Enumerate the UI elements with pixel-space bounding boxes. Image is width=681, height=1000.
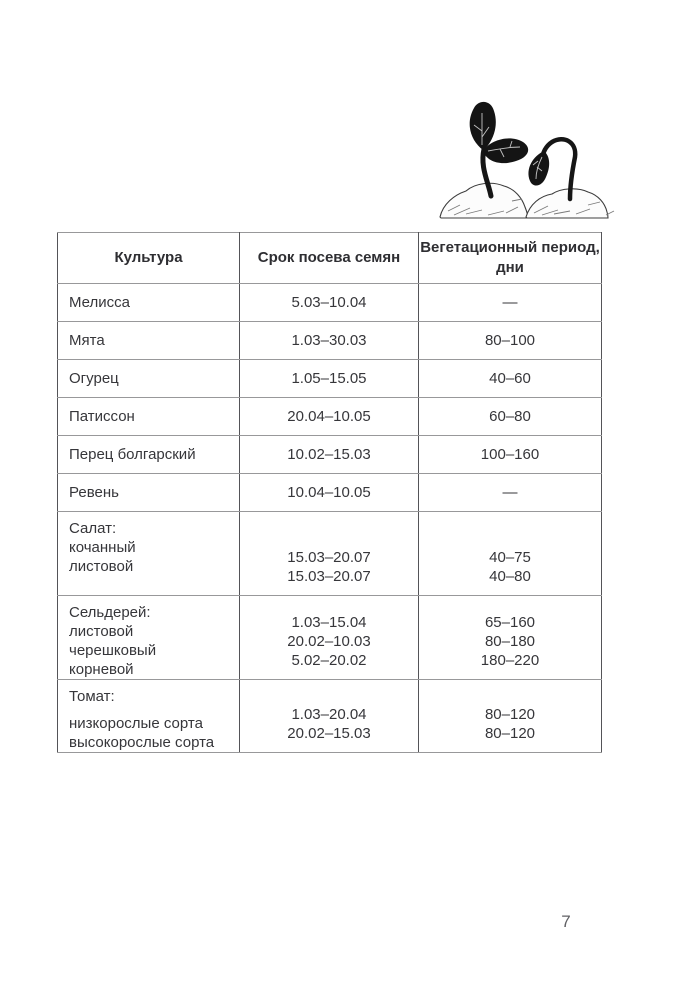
seedling-sprouts-illustration	[430, 87, 616, 223]
header-cell-2: Вегетационный период, дни	[419, 233, 602, 284]
period-cell: —	[419, 284, 602, 322]
sowing-cell: 1.03–15.04 20.02–10.03 5.02–20.02	[240, 596, 419, 680]
sowing-cell: 1.03–30.03	[240, 322, 419, 360]
sowing-cell: 10.04–10.05	[240, 474, 419, 512]
culture-cell: Сельдерей: листовой черешковый корневой	[58, 596, 240, 680]
table-row	[58, 680, 602, 753]
culture-cell: Мята	[58, 322, 240, 360]
culture-cell: Томат: низкорослые сорта высокорослые сорта	[58, 680, 240, 753]
period-cell: 40–60	[419, 360, 602, 398]
period-cell: 100–160	[419, 436, 602, 474]
header-cell-0: Культура	[58, 233, 240, 284]
table-row	[58, 284, 602, 322]
table-row	[58, 512, 602, 596]
table-row	[58, 360, 602, 398]
page-number: 7	[561, 912, 571, 931]
sowing-cell: 10.02–15.03	[240, 436, 419, 474]
table-row	[58, 436, 602, 474]
period-cell: 65–160 80–180 180–220	[419, 596, 602, 680]
table-row	[58, 322, 602, 360]
sowing-cell: 5.03–10.04	[240, 284, 419, 322]
sowing-table-body	[58, 284, 602, 753]
sowing-table	[57, 232, 602, 753]
culture-cell: Мелисса	[58, 284, 240, 322]
seedling-leaf-upper	[470, 102, 496, 150]
period-cell: 40–75 40–80	[419, 512, 602, 596]
table-row	[58, 474, 602, 512]
period-cell: —	[419, 474, 602, 512]
culture-cell: Перец болгарский	[58, 436, 240, 474]
sowing-cell: 15.03–20.07 15.03–20.07	[240, 512, 419, 596]
table-row	[58, 596, 602, 680]
header-row	[58, 233, 602, 284]
header-cell-1: Срок посева семян	[240, 233, 419, 284]
period-cell: 80–100	[419, 322, 602, 360]
sowing-table-header	[58, 233, 602, 284]
table-row	[58, 398, 602, 436]
period-cell: 80–120 80–120	[419, 680, 602, 753]
period-cell: 60–80	[419, 398, 602, 436]
culture-cell: Патиссон	[58, 398, 240, 436]
culture-cell: Ревень	[58, 474, 240, 512]
sowing-cell: 20.04–10.05	[240, 398, 419, 436]
sowing-cell: 1.03–20.04 20.02–15.03	[240, 680, 419, 753]
sowing-cell: 1.05–15.05	[240, 360, 419, 398]
culture-cell: Огурец	[58, 360, 240, 398]
culture-cell: Салат: кочанный листовой	[58, 512, 240, 596]
